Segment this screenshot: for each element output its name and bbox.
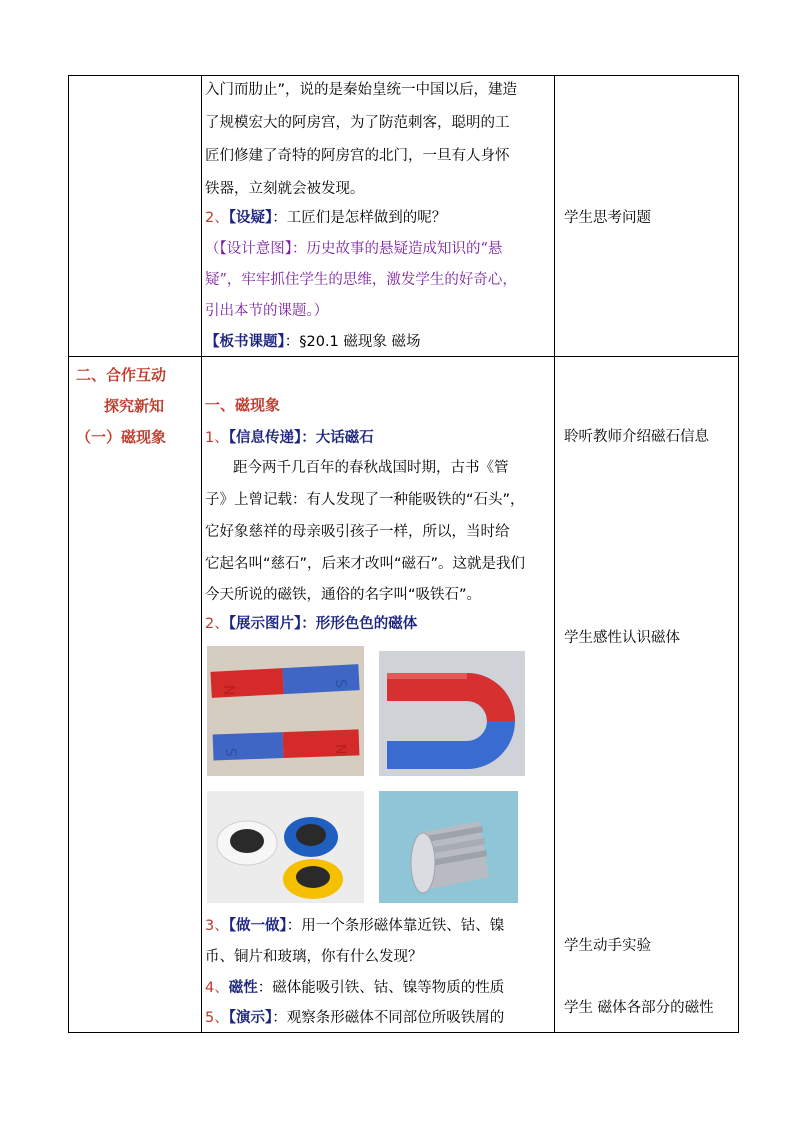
picture-item [205,614,417,634]
design-intent-line-3: 引出本节的课题。） [205,303,329,319]
magnet-s-letter: S [332,678,349,689]
question-item [205,208,446,228]
para-line-2: 子》上曾记载：有人发现了一种能吸铁的“石头”， [205,492,525,508]
design-intent-line-2: 疑”，牢牢抓住学生的思维，激发学生的好奇心， [205,272,517,288]
info-item [205,428,374,448]
try-label: 【做一做】 [228,918,287,934]
student-activity-3: 学生感性认识磁体 [564,630,680,646]
board-topic-label: 【板书课题】 [205,334,285,350]
bar-magnets-image [207,646,364,776]
column-divider-2 [554,76,555,1032]
story-line-3: 匠们修建了奇特的阿房宫的北门，一旦有人身怀 [205,148,510,164]
question-number: 2、 [205,210,229,226]
info-text: ：大话磁石 [301,430,374,446]
section-title-line-2: 探究新知 [104,397,165,415]
subsection-heading: 一、磁现象 [205,396,281,414]
student-activity-4: 学生动手实验 [564,938,651,954]
student-activity-1: 学生思考问题 [564,210,651,226]
magnetism-number: 4、 [205,980,229,996]
try-text-cont: 币、铜片和玻璃，你有什么发现？ [205,949,423,965]
question-text: ：工匠们是怎样做到的呢？ [272,210,447,226]
magnet-s-letter-2: S [222,747,239,758]
info-label: 【信息传递】 [228,430,302,446]
try-text: ：用一个条形磁体靠近铁、钴、镍 [286,918,505,934]
demo-number: 5、 [205,1010,229,1026]
magnetism-item [205,978,504,998]
demo-label: 【演示】 [228,1010,273,1026]
try-item [205,916,504,936]
student-activity-2: 聆听教师介绍磁石信息 [564,429,709,445]
student-activity-5: 学生 磁体各部分的磁性 [564,1000,714,1016]
magnet-n-letter-2: N [332,743,349,755]
disc-magnets-image [379,791,518,903]
row-divider [69,356,738,357]
story-line-2: 了规模宏大的阿房宫，为了防范刺客，聪明的工 [205,115,510,131]
demo-item [205,1008,504,1028]
horseshoe-magnet-image [379,651,525,776]
story-line-1: 入门而肋止”，说的是秦始皇统一中国以后，建造 [205,82,518,98]
story-line-4: 铁器，立刻就会被发现。 [205,181,365,197]
para-line-5: 今天所说的磁铁，通俗的名字叫“吸铁石”。 [205,587,482,603]
design-intent-line-1: （【设计意图】：历史故事的悬疑造成知识的“悬 [205,241,503,257]
magnet-n-letter: N [220,684,237,696]
round-magnets-image [207,791,364,903]
section-title-line-3: （一）磁现象 [76,428,167,446]
magnetism-text: ：磁体能吸引铁、钴、镍等物质的性质 [257,980,505,996]
try-number: 3、 [205,918,229,934]
picture-number: 2、 [205,616,229,632]
info-number: 1、 [205,430,229,446]
question-label: 【设疑】 [228,210,273,226]
picture-label: 【展示图片】 [228,616,302,632]
para-line-3: 它好象慈祥的母亲吸引孩子一样，所以，当时给 [205,524,510,540]
section-title-line-1: 二、合作互动 [76,366,167,384]
magnetism-label: 磁性 [228,980,258,996]
demo-text: ：观察条形磁体不同部位所吸铁屑的 [272,1010,505,1026]
picture-text: ：形形色色的磁体 [301,616,418,632]
para-line-4: 它起名叫“慈石”，后来才改叫“磁石”。这就是我们 [205,556,526,572]
para-line-1: 距今两千几百年的春秋战国时期，古书《管 [233,460,509,476]
board-topic-text: ：§20.1 磁现象 磁场 [284,334,421,350]
board-topic [205,332,421,352]
column-divider-1 [201,76,202,1032]
